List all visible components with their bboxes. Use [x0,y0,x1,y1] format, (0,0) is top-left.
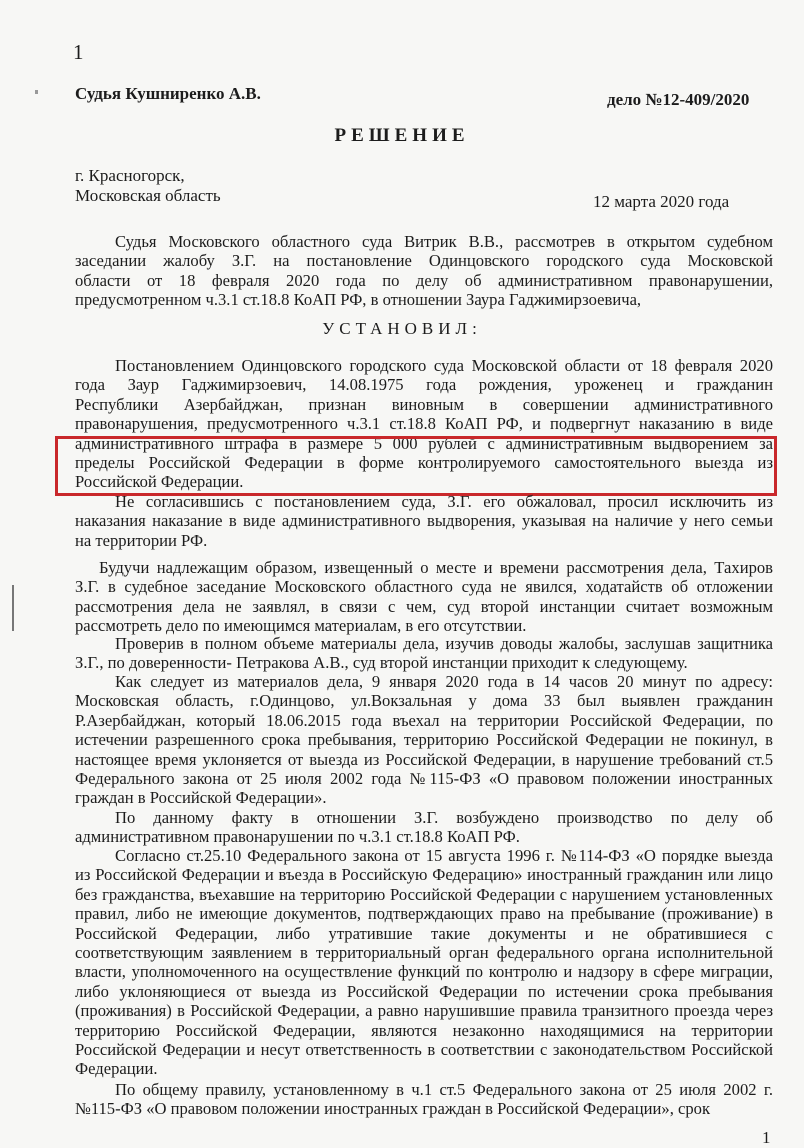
text-line: либо уклоняющиеся от выезда из Российской Федерации по истечении срока пребывания [75,981,773,1001]
paragraph-appeal [75,492,773,550]
text-line: года Заур Гаджимирзоевич, 14.08.1975 года рождения, уроженец и гражданин [75,375,773,395]
text-line: Согласно ст.25.10 Федерального закона от 15 августа 1996 г. №114-ФЗ «О порядке выезда [115,846,773,865]
text-line: Российской Федерации и несут ответственность в соответствии с законодательством Российской [75,1040,773,1060]
decision-date: 12 марта 2020 года [593,192,730,211]
text-line: из Российской Федерации и въезда в Российскую Федерацию» иностранный гражданин или лицо [75,865,773,885]
paragraph-intro [75,232,773,310]
text-line: Постановлением Одинцовского городского суда Московской области от 18 февраля 2020 [115,356,773,375]
paragraph-proceedings [75,808,773,847]
text-line: Р.Азербайджан, который 18.06.2015 года въехал на территории Российской Федерации, по [75,710,773,730]
text-line: власти, уполномоченного на осуществление функций по контролю и надзору в сфере миграции, [75,962,773,982]
judge-name: Судья Кушниренко А.В. [75,84,261,103]
section-title: УСТАНОВИЛ: [322,319,482,338]
text-line: З.Г. в судебное заседание Московского областного суда не явился, ходатайств об отложении [75,577,773,597]
text-line: на территории РФ. [75,530,208,550]
text-line: без гражданства, въехавшие на территорию Российской Федерации с нарушением установленных [75,884,773,904]
text-line: №115-ФЗ «О правовом положении иностранных граждан в Российской Федерации», срок [75,1099,711,1119]
text-line: (проживания) в Российской Федерации, а равно нарушившие правила транзитного проезда через [75,1001,773,1021]
text-line: Федерации. [75,1059,158,1079]
text-line: По общему правилу, установленному в ч.1 ст.5 Федерального закона от 25 июля 2002 г. [115,1080,773,1099]
scan-margin-mark [12,585,14,631]
text-line: З.Г., по доверенности- Петракова А.В., суд второй инстанции приходит к следующему. [75,653,688,673]
text-line: соответствующим заявлением в территориальный орган федерального органа исполнительной [75,943,773,963]
text-line: По данному факту в отношении З.Г. возбуждено производство по делу об [115,808,773,827]
text-line: рассмотрения дела не заявлял, в связи с чем, суд второй инстанции считает возможным [75,596,773,616]
city-line-1: г. Красногорск, [75,166,185,185]
text-line: территорию Российской Федерации, являются незаконно находящимися на территории [75,1020,773,1040]
page-number-bottom: 1 [762,1128,771,1147]
text-line: наказания наказание в виде административного выдворения, указывая на наличие у него семьи [75,511,773,531]
text-line: пределы Российской Федерации в форме контролируемого самостоятельного выезда из [75,453,773,473]
page-number-top: 1 [73,40,84,64]
text-line: граждан в Российской Федерации». [75,788,327,808]
highlight-box [55,433,777,496]
scan-mark [35,90,38,94]
text-line: Федерального закона от 25 июля 2002 года №115-ФЗ «О правовом положении иностранных [75,769,773,789]
text-line: области от 18 февраля 2020 года по делу об административном правонарушении, [75,270,773,290]
text-line: правонарушения, предусмотренного ч.3.1 ст.18.8 КоАП РФ, и подвергнут наказанию в виде [75,414,773,434]
text-line: Московская область, г.Одинцово, ул.Вокзальная у дома 33 был выявлен гражданин [75,691,773,711]
document-title: РЕШЕНИЕ [334,125,470,146]
text-line: Российской Федерации. [75,472,244,492]
text-line: настоящее время уклоняется от выезда из Российской Федерации, в нарушение требований ст.5 [75,749,773,769]
text-line: рассмотреть дело по имеющимся материалам, в его отсутствии. [75,616,527,636]
paragraph-general-rule [75,1080,773,1119]
text-line: предусмотренном ч.3.1 ст.18.8 КоАП РФ, в отношении Заура Гаджимирзоевича, [75,290,642,310]
text-line: заседании жалобу З.Г. на постановление Одинцовского городского суда Московской [75,251,773,271]
text-line: Республики Азербайджан, признан виновным в совершении административного [75,394,773,414]
text-line: Не согласившись с постановлением суда, З.Г. его обжаловал, просил исключить из [115,492,773,511]
text-line: административном правонарушении по ч.3.1 ст.18.8 КоАП РФ. [75,827,520,847]
paragraph-law-25-10 [75,846,773,1079]
paragraph-review [75,634,773,673]
text-line: административного штрафа в размере 5 000 рублей с административным выдворением за [75,433,773,453]
paragraph-facts [75,672,773,808]
text-line: Российской Федерации, либо утратившие такие документы и не обратившиеся с [75,923,773,943]
text-line: правил, либо не имеющие документов, подтверждающих право на пребывание (проживание) в [75,904,773,924]
paragraph-absence [75,558,773,636]
text-line: Проверив в полном объеме материалы дела, изучив доводы жалобы, заслушав защитника [115,634,773,653]
text-line: Как следует из материалов дела, 9 января 2020 года в 14 часов 20 минут по адресу: [115,672,773,691]
text-line: истечении разрешенного срока пребывания, территорию Российской Федерации не покинул, в [75,730,773,750]
text-line: Будучи надлежащим образом, извещенный о месте и времени рассмотрения дела, Тахиров [99,558,773,577]
text-line: Судья Московского областного суда Витрик В.В., рассмотрев в открытом судебном [115,232,773,251]
case-number: дело №12-409/2020 [607,90,750,109]
city-line-2: Московская область [75,186,221,205]
